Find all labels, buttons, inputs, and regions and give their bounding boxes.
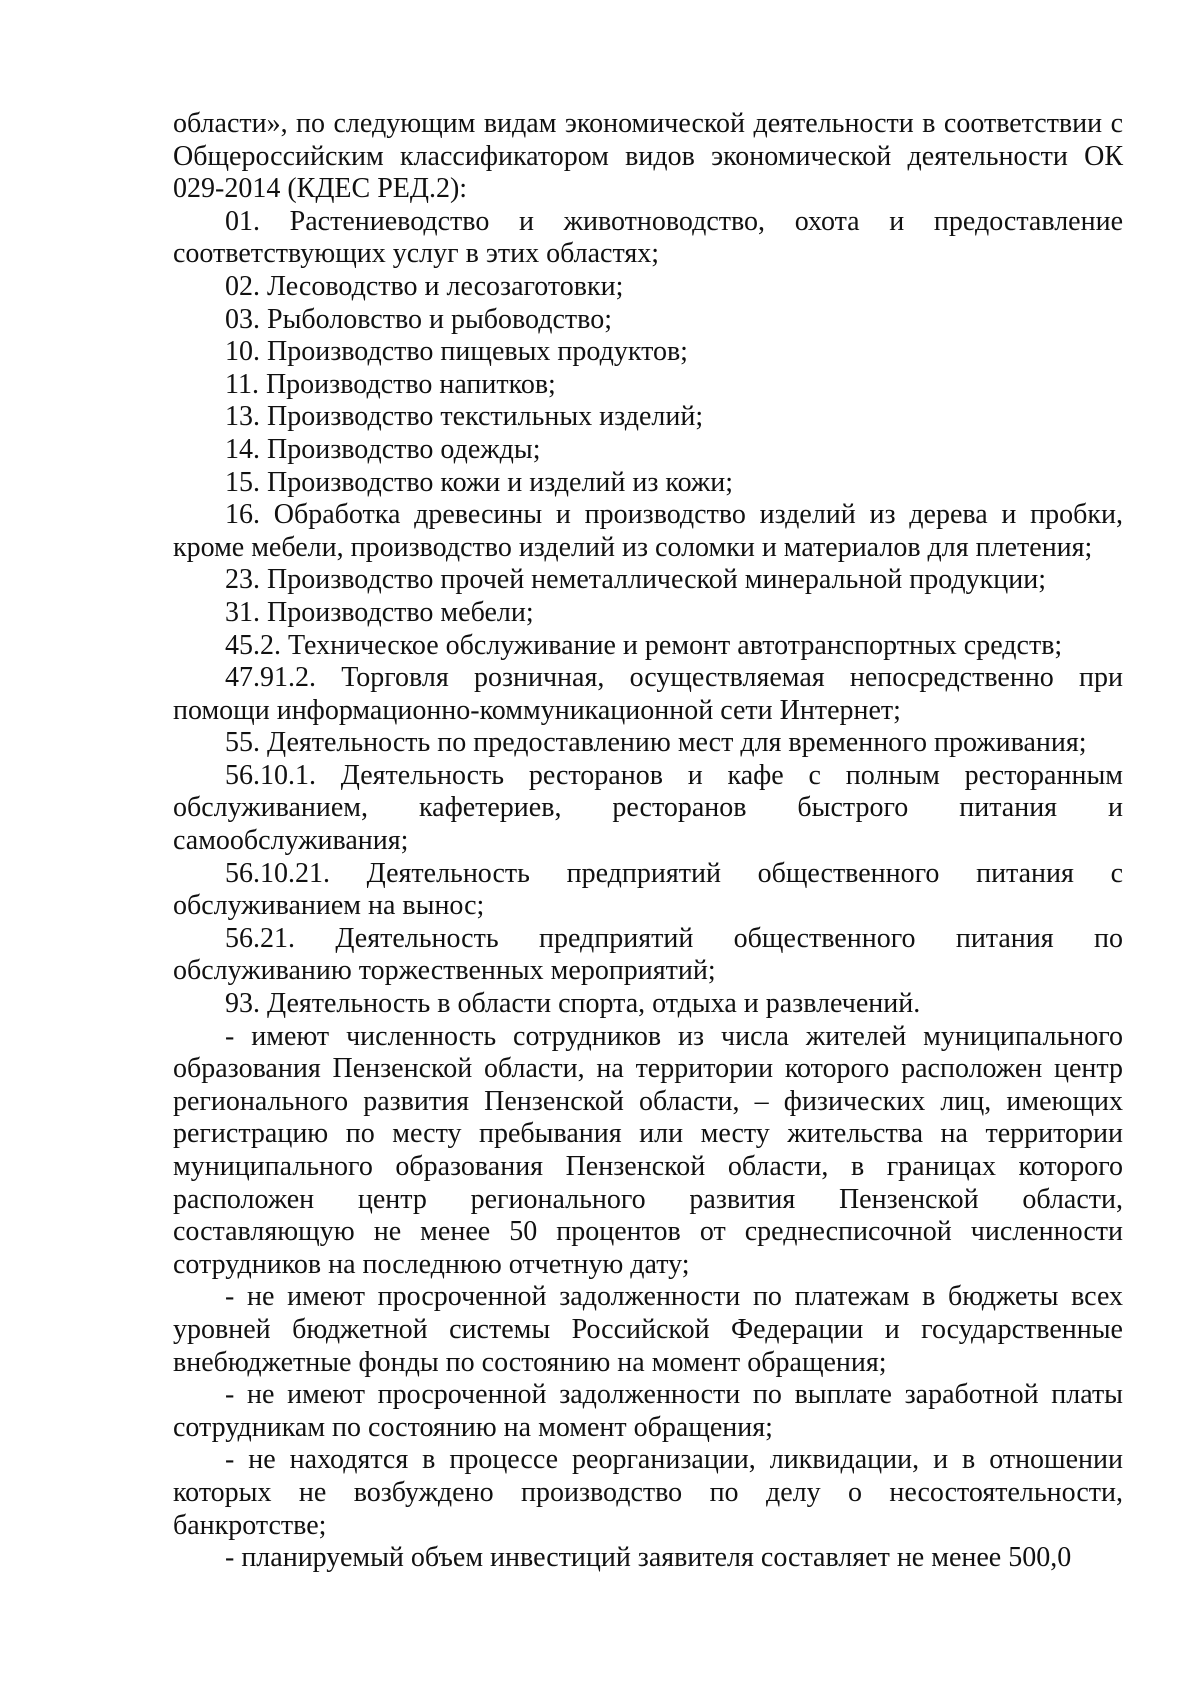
requirement-employees: - имеют численность сотрудников из числа жителей муниципального образования Пензенской области, на территории которого расположен центр регионального развития Пензенской области, – физических лиц, имеющих регистрацию по месту пребывания или месту жительства на территории муниципального образования Пензенской области, в границах которого расположен центр регионального развития Пензенской области, составляющую не менее 50 процентов от среднесписочной численности сотрудников на последнюю отчетную дату;	[173, 1020, 1123, 1280]
list-item-okved-16: 16. Обработка древесины и производство изделий из дерева и пробки, кроме мебели, производство изделий из соломки и материалов для плетения;	[173, 499, 1123, 563]
list-item-okved-45-2: 45.2. Техническое обслуживание и ремонт автотранспортных средств;	[225, 629, 1063, 661]
list-item-okved-13: 13. Производство текстильных изделий;	[225, 401, 704, 433]
list-item-okved-02: 02. Лесоводство и лесозаготовки;	[225, 270, 624, 302]
list-item-okved-23: 23. Производство прочей неметаллической минеральной продукции;	[225, 564, 1046, 596]
list-item-okved-31: 31. Производство мебели;	[225, 596, 534, 628]
list-item-okved-56-21: 56.21. Деятельность предприятий общественного питания по обслуживанию торжественных мероприятий;	[173, 922, 1123, 987]
list-item-okved-93: 93. Деятельность в области спорта, отдыха и развлечений.	[225, 988, 921, 1020]
requirement-no-salary-debt: - не имеют просроченной задолженности по выплате заработной платы сотрудникам по состоянию на момент обращения;	[173, 1379, 1123, 1443]
list-item-okved-56-10-21: 56.10.21. Деятельность предприятий общественного питания с обслуживанием на вынос;	[173, 857, 1123, 922]
requirement-no-reorganization: - не находятся в процессе реорганизации, ликвидации, и в отношении которых не возбуждено производство по делу о несостоятельности, банкротстве;	[173, 1444, 1123, 1541]
list-item-okved-47-91-2: 47.91.2. Торговля розничная, осуществляемая непосредственно при помощи информационно-коммуникационной сети Интернет;	[173, 662, 1123, 726]
list-item-okved-01: 01. Растениеводство и животноводство, охота и предоставление соответствующих услуг в этих областях;	[173, 205, 1123, 270]
list-item-okved-11: 11. Производство напитков;	[225, 368, 556, 400]
list-item-okved-14: 14. Производство одежды;	[225, 433, 541, 465]
document-page	[173, 108, 1123, 1575]
list-item-okved-03: 03. Рыболовство и рыбоводство;	[225, 303, 612, 335]
list-item-okved-10: 10. Производство пищевых продуктов;	[225, 336, 688, 368]
requirement-no-budget-debt: - не имеют просроченной задолженности по платежам в бюджеты всех уровней бюджетной системы Российской Федерации и государственные внебюджетные фонды по состоянию на момент обращения;	[173, 1281, 1123, 1378]
requirement-investment-volume: - планируемый объем инвестиций заявителя составляет не менее 500,0	[225, 1542, 1072, 1574]
list-item-okved-56-10-1: 56.10.1. Деятельность ресторанов и кафе с полным ресторанным обслуживанием, кафетериев, ресторанов быстрого питания и самообслуживания;	[173, 759, 1123, 857]
list-item-okved-55: 55. Деятельность по предоставлению мест для временного проживания;	[225, 727, 1087, 759]
paragraph-intro: области», по следующим видам экономической деятельности в соответствии с Общероссийским классификатором видов экономической деятельности ОК 029-2014 (КДЕС РЕД.2):	[173, 108, 1123, 205]
list-item-okved-15: 15. Производство кожи и изделий из кожи;	[225, 466, 734, 498]
